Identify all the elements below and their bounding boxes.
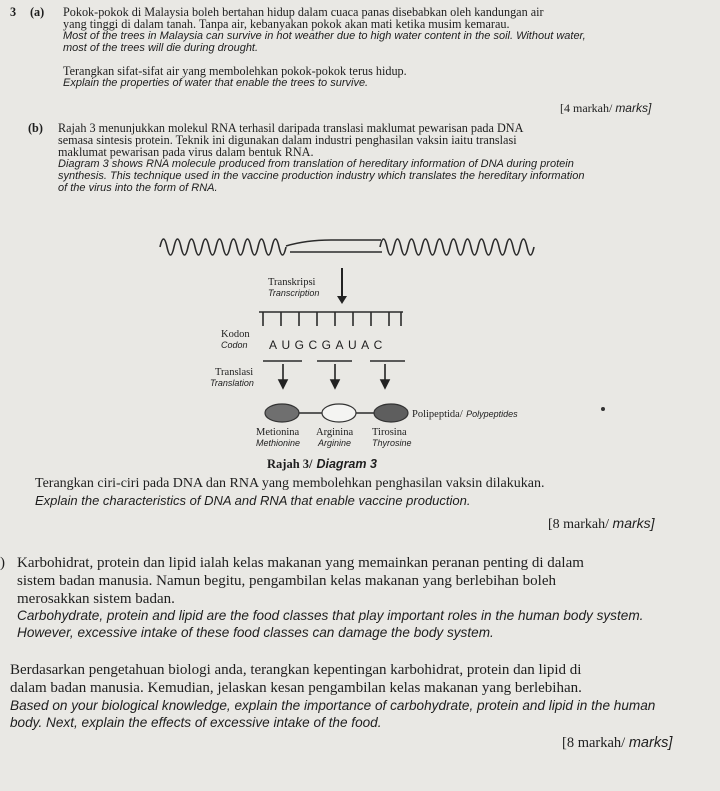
amino-acid-1-ms: Metionina: [256, 427, 300, 438]
polypeptide-chain: [265, 404, 408, 422]
part-a-marks-en: marks]: [615, 101, 652, 115]
part-a-text-ms-2: yang tinggi di dalam tanah. Tanpa air, kebanyakan pokok akan mati ketika musim kemarau.: [63, 17, 510, 31]
amino-acid-2-en: Arginine: [318, 438, 352, 448]
arginine-bead: [322, 404, 356, 422]
part-a-text-en-1: Most of the trees in Malaysia can survive in hot weather due to high water content in the soil. Without water,: [63, 30, 586, 42]
part-c-text-ms-2: sistem badan manusia. Namun begitu, pengambilan kelas makanan yang berlebihan boleh: [17, 573, 557, 589]
part-b-text-en-3: of the virus into the form of RNA.: [58, 182, 218, 194]
diagram-caption-en: Diagram 3: [316, 457, 377, 471]
part-c-marks-en: marks]: [628, 735, 673, 751]
part-b-label: (b): [28, 121, 43, 135]
codon-sequence: AUGCGAUAC: [269, 338, 387, 352]
part-c-text-en-1: Carbohydrate, protein and lipid are the food classes that play important roles in the human body system.: [17, 608, 644, 623]
question-number: 3: [10, 5, 17, 19]
part-a-text-en-2: most of the trees will die during drought.: [63, 42, 259, 54]
translation-label-en: Translation: [210, 378, 254, 388]
methionine-bead: [265, 404, 299, 422]
polypeptide-label-ms: Polipeptida/: [412, 409, 463, 420]
part-b-text-en-2: synthesis. This technique used in the vaccine production industry which translates the hereditary information: [58, 170, 585, 182]
part-b-question-en: Explain the characteristics of DNA and RNA that enable vaccine production.: [35, 493, 471, 508]
part-b-marks-en: marks]: [612, 515, 655, 531]
part-b-text-en-1: Diagram 3 shows RNA molecule produced from translation of hereditary information of DNA during protein: [58, 158, 574, 170]
codon-label-en: Codon: [221, 340, 248, 350]
mrna-strand: [259, 312, 403, 326]
transcription-label-en: Transcription: [268, 288, 320, 298]
part-b-marks: [548, 515, 655, 533]
part-c-label: ): [0, 555, 5, 571]
amino-acid-3-en: Thyrosine: [372, 438, 412, 448]
part-a-label: (a): [30, 5, 45, 19]
part-b-question-ms: Terangkan ciri-ciri pada DNA dan RNA yang membolehkan penghasilan vaksin dilakukan.: [35, 476, 545, 491]
part-c-text-ms-3: merosakkan sistem badan.: [17, 591, 175, 607]
part-c-marks: [562, 735, 672, 752]
transcription-label-ms: Transkripsi: [268, 277, 316, 288]
part-c-question-ms-1: Berdasarkan pengetahuan biologi anda, terangkan kepentingan karbohidrat, protein dan lipid di: [10, 662, 582, 678]
codon-label-ms: Kodon: [221, 329, 250, 340]
part-c-question-en-2: body. Next, explain the effects of excessive intake of the food.: [10, 715, 382, 730]
dna-helix-left: [160, 239, 286, 255]
part-b-text-ms-3: maklumat pewarisan pada virus dalam bentuk RNA.: [58, 145, 314, 159]
part-c-marks-ms: [8 markah/: [562, 735, 626, 751]
part-c-question-ms-2: dalam badan manusia. Kemudian, jelaskan kesan pengambilan kelas makanan yang berlebihan.: [10, 680, 582, 696]
translation-arrows: [279, 364, 389, 388]
amino-acid-1-en: Methionine: [256, 438, 301, 448]
part-a-question-ms: Terangkan sifat-sifat air yang membolehkan pokok-pokok terus hidup.: [63, 64, 407, 78]
translation-label-ms: Translasi: [215, 367, 254, 378]
amino-acid-2-ms: Arginina: [316, 427, 354, 438]
diagram-caption: [267, 456, 377, 472]
part-c-question-en-1: Based on your biological knowledge, explain the importance of carbohydrate, protein and lipid in the human: [10, 698, 656, 713]
part-a-marks-ms: [4 markah/: [560, 101, 613, 115]
dna-strand-middle: [286, 240, 381, 246]
part-b-text-ms-1: Rajah 3 menunjukkan molekul RNA terhasil daripada translasi maklumat pewarisan pada DNA: [58, 121, 524, 135]
dna-helix-right: [380, 239, 534, 255]
part-c-text-en-2: However, excessive intake of these food classes can damage the body system.: [17, 625, 494, 640]
part-b-marks-ms: [8 markah/: [548, 517, 610, 532]
amino-acid-3-ms: Tirosina: [372, 427, 407, 438]
polypeptide-label-en: Polypeptides: [466, 409, 518, 419]
part-c-text-ms-1: Karbohidrat, protein dan lipid ialah kelas makanan yang memainkan peranan penting di dalam: [17, 555, 584, 571]
tyrosine-bead: [374, 404, 408, 422]
part-b-text-ms-2: semasa sintesis protein. Teknik ini digunakan dalam industri penghasilan vaksin iaitu translasi: [58, 133, 517, 147]
polypeptide-label: [412, 408, 518, 420]
diagram-caption-ms: Rajah 3/: [267, 457, 313, 471]
part-a-text-ms-1: Pokok-pokok di Malaysia boleh bertahan hidup dalam cuaca panas disebabkan oleh kandungan air: [63, 5, 544, 19]
part-a-question-en: Explain the properties of water that enable the trees to survive.: [63, 77, 369, 89]
